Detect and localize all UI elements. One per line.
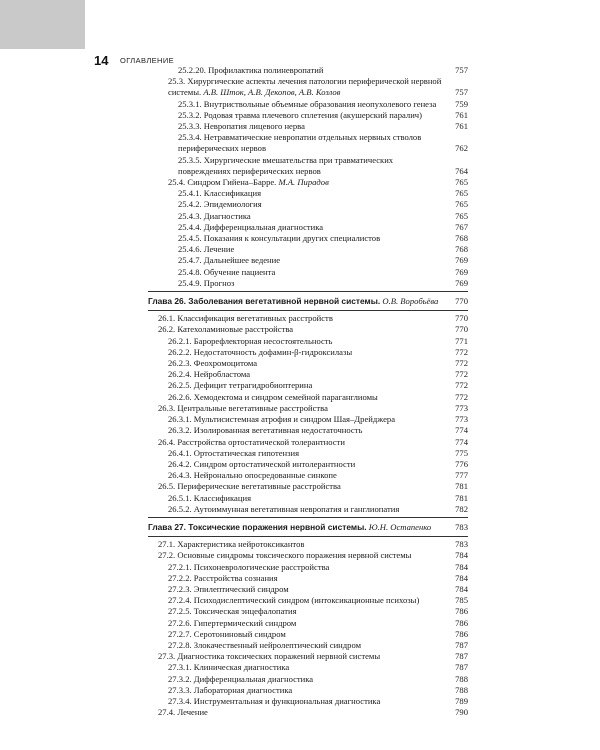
toc-entry-authors: А.В. Шток, А.В. Декопов, А.В. Козлов [203, 87, 341, 98]
toc-entry-page: 774 [455, 425, 468, 436]
toc-entry-title: 26.4.2. Синдром ортостатической интолерантности [168, 458, 356, 469]
toc-entry-title: 26.3.1. Мультисистемная атрофия и синдром Шая–Дрейджера [168, 414, 396, 425]
toc-entry-page: 765 [455, 210, 468, 221]
toc-entry-title: 26.3.2. Изолированная вегетативная недостаточность [168, 425, 363, 436]
toc-entry-label [168, 629, 468, 640]
toc-entry-page: 781 [455, 481, 468, 492]
toc-entry-title: 27.2.7. Серотониновый синдром [168, 628, 286, 639]
toc-entry[interactable] [148, 121, 468, 132]
toc-entry[interactable] [148, 651, 468, 662]
toc-entry[interactable] [148, 392, 468, 403]
chapter-divider [148, 517, 468, 518]
toc-entry-label [168, 392, 468, 403]
toc-entry[interactable] [148, 222, 468, 233]
toc-entry[interactable] [148, 470, 468, 481]
toc-entry[interactable] [148, 595, 468, 606]
toc-entry-page: 770 [455, 313, 468, 324]
toc-entry-page: 761 [455, 109, 468, 120]
toc-section-chapter-27 [148, 539, 468, 718]
toc-entry-title: 27.2.8. Злокачественный нейролептический синдром [168, 639, 362, 650]
toc-entry-title: 27.3.2. Дифференциальная диагностика [168, 673, 314, 684]
toc-entry-title: 26.5. Периферические вегетативные расстройства [158, 481, 341, 492]
toc-entry[interactable] [148, 188, 468, 199]
toc-entry-title: 25.3.5. Хирургические вмешательства при травматических повреждениях периферических нервов [178, 154, 394, 176]
toc-entry[interactable] [148, 448, 468, 459]
toc-entry-title: 27.3.1. Клиническая диагностика [168, 662, 290, 673]
toc-entry[interactable] [148, 606, 468, 617]
toc-entry-title: 26.2. Катехоламиновые расстройства [158, 324, 294, 335]
toc-entry[interactable] [148, 313, 468, 324]
toc-entry[interactable] [148, 584, 468, 595]
toc-entry[interactable] [148, 358, 468, 369]
toc-entry[interactable] [148, 707, 468, 718]
toc-entry-page: 788 [455, 684, 468, 695]
toc-entry-title: 26.3. Центральные вегетативные расстройства [158, 402, 328, 413]
toc-entry-title: 25.3.4. Нетравматические невропатии отдельных нервных стволов периферических нервов [178, 132, 422, 154]
toc-entry-label [168, 504, 468, 515]
toc-entry-page: 774 [455, 436, 468, 447]
toc-entry-title: 25.4.5. Показания к консультации других специалистов [178, 233, 381, 244]
toc-entry-label [168, 618, 468, 629]
toc-entry-page: 787 [455, 662, 468, 673]
toc-entry[interactable] [148, 244, 468, 255]
chapter-divider [148, 291, 468, 292]
toc-entry-label [158, 313, 468, 324]
toc-entry-page: 770 [455, 324, 468, 335]
toc-entry-title: 26.2.5. Дефицит тетрагидробиоптерина [168, 380, 313, 391]
toc-entry-page: 771 [455, 335, 468, 346]
toc-entry-label [168, 674, 468, 685]
toc-entry[interactable] [148, 233, 468, 244]
toc-entry-label [168, 562, 468, 573]
toc-entry[interactable] [148, 99, 468, 110]
toc-entry-page: 776 [455, 458, 468, 469]
toc-entry-label [168, 696, 468, 707]
toc-entry-title: 27.3.3. Лабораторная диагностика [168, 684, 293, 695]
toc-entry-label [178, 222, 468, 233]
toc-entry-label [178, 244, 468, 255]
toc-entry[interactable] [148, 347, 468, 358]
toc-entry-page: 764 [455, 165, 468, 176]
toc-entry-title: 26.2.4. Нейробластома [168, 369, 251, 380]
toc-entry[interactable] [148, 629, 468, 640]
table-of-contents [148, 65, 468, 718]
toc-entry-page: 762 [455, 143, 468, 154]
toc-entry-page: 768 [455, 233, 468, 244]
toc-entry[interactable] [148, 539, 468, 550]
toc-section-chapter-25-tail [148, 65, 468, 289]
toc-entry-label [178, 99, 468, 110]
toc-entry[interactable] [148, 618, 468, 629]
toc-entry[interactable] [148, 550, 468, 561]
toc-entry-page: 773 [455, 414, 468, 425]
toc-entry-page: 773 [455, 402, 468, 413]
toc-entry-label [168, 358, 468, 369]
toc-entry[interactable] [148, 562, 468, 573]
toc-entry-page: 775 [455, 447, 468, 458]
toc-entry-label [178, 211, 468, 222]
toc-entry-page: 765 [455, 188, 468, 199]
toc-entry-page: 788 [455, 673, 468, 684]
toc-entry-label [168, 493, 468, 504]
toc-entry-label [178, 65, 468, 76]
toc-entry-title: 25.4.6. Лечение [178, 244, 235, 255]
toc-entry-title: 25.4.2. Эпидемиология [178, 199, 262, 210]
toc-entry-title: 27.2.6. Гипертермический синдром [168, 617, 297, 628]
toc-entry-page: 757 [455, 87, 468, 98]
toc-entry-title: 27.3.4. Инструментальная и функциональная диагностика [168, 695, 381, 706]
toc-entry[interactable] [148, 481, 468, 492]
toc-entry-page: 761 [455, 121, 468, 132]
toc-entry-title: 26.2.6. Хемодектома и синдром семейной параганглиомы [168, 391, 378, 402]
toc-entry-page: 787 [455, 651, 468, 662]
toc-entry-page: 786 [455, 606, 468, 617]
toc-entry-label [168, 369, 468, 380]
toc-entry-title: 25.3. Хирургические аспекты лечения патологии периферической нервной системы. [168, 76, 442, 98]
toc-entry[interactable] [148, 199, 468, 210]
toc-entry-label [158, 481, 468, 492]
toc-entry-title: 26.5.1. Классификация [168, 492, 252, 503]
toc-entry-page: 769 [455, 255, 468, 266]
toc-entry-page: 757 [455, 65, 468, 75]
toc-entry[interactable] [148, 255, 468, 266]
toc-entry-page: 784 [455, 572, 468, 583]
toc-entry-title: 25.4.3. Диагностика [178, 210, 251, 221]
page-edge-tab [0, 0, 85, 49]
toc-entry-page: 787 [455, 639, 468, 650]
chapter-divider [148, 310, 468, 311]
toc-entry-label [168, 584, 468, 595]
toc-entry-title: 25.3.3. Невропатия лицевого нерва [178, 121, 305, 132]
toc-entry-title: 27.2.4. Психодислептический синдром (интоксикационные психозы) [168, 595, 420, 606]
toc-entry-page: 772 [455, 380, 468, 391]
toc-entry-title: 26.4. Расстройства ортостатической толерантности [158, 436, 345, 447]
toc-entry-page: 765 [455, 199, 468, 210]
toc-entry-title: 27.1. Характеристика нейротоксикантов [158, 539, 305, 550]
toc-entry-label [158, 324, 468, 335]
toc-entry[interactable] [148, 177, 468, 188]
toc-entry-label [168, 459, 468, 470]
toc-entry-page: 790 [455, 707, 468, 718]
chapter-page: 783 [455, 521, 468, 532]
chapter-page: 770 [455, 296, 468, 307]
toc-entry[interactable] [148, 211, 468, 222]
toc-entry-label [178, 110, 468, 121]
chapter-author: Ю.Н. Остапенко [368, 521, 432, 532]
toc-entry-label [168, 347, 468, 358]
toc-entry[interactable] [148, 380, 468, 391]
toc-entry-title: 25.4.1. Классификация [178, 188, 262, 199]
toc-entry-title: 27.3. Диагностика токсических поражений нервной системы [158, 651, 381, 662]
toc-entry-title: 25.2.20. Профилактика полиневропатий [178, 65, 324, 75]
toc-entry-title: 26.2.2. Недостаточность дофамин-β-гидроксилазы [168, 346, 353, 357]
toc-entry-label [168, 685, 468, 696]
toc-entry-label [168, 177, 468, 188]
toc-entry-title: 27.4. Лечение [158, 707, 208, 718]
toc-entry-title: 25.3.1. Внутриствольные объемные образования неопухолевого генеза [178, 98, 437, 109]
toc-entry-title: 25.4.8. Обучение пациента [178, 266, 276, 277]
toc-entry-label [168, 425, 468, 436]
toc-entry-label [168, 640, 468, 651]
toc-chapter-26[interactable] [148, 296, 468, 307]
toc-entry[interactable] [148, 278, 468, 289]
toc-entry-page: 765 [455, 177, 468, 188]
toc-entry-label [168, 380, 468, 391]
toc-entry-label [178, 267, 468, 278]
toc-entry[interactable] [148, 459, 468, 470]
toc-entry[interactable] [148, 324, 468, 335]
toc-entry-label [178, 155, 468, 177]
toc-entry-label [178, 132, 468, 154]
toc-entry-page: 783 [455, 539, 468, 550]
toc-entry-title: 25.4. Синдром Гийена–Барре. [168, 177, 277, 188]
toc-entry-title: 26.2.1. Барорефлекторная несостоятельность [168, 335, 333, 346]
toc-entry[interactable] [148, 155, 468, 177]
toc-entry-title: 25.4.4. Дифференциальная диагностика [178, 221, 324, 232]
toc-entry-page: 786 [455, 617, 468, 628]
running-head: ОГЛАВЛЕНИЕ [120, 56, 175, 65]
toc-entry-authors: М.А. Пирадов [278, 177, 329, 188]
toc-entry-page: 769 [455, 266, 468, 277]
toc-entry[interactable] [148, 110, 468, 121]
toc-entry-label [168, 336, 468, 347]
toc-entry-title: 27.2.5. Токсическая энцефалопатия [168, 606, 297, 617]
toc-entry-page: 782 [455, 503, 468, 514]
toc-chapter-27[interactable] [148, 522, 468, 533]
toc-entry-label [158, 539, 468, 550]
toc-entry-label [178, 255, 468, 266]
toc-entry-page: 786 [455, 628, 468, 639]
chapter-title: Глава 26. Заболевания вегетативной нервной системы. [148, 296, 381, 307]
toc-entry-title: 25.4.9. Прогноз [178, 277, 235, 288]
toc-entry[interactable] [148, 76, 468, 98]
toc-entry-page: 785 [455, 595, 468, 606]
toc-entry-label [168, 606, 468, 617]
toc-entry-title: 26.5.2. Аутоиммунная вегетативная невропатия и ганглиопатия [168, 503, 400, 514]
toc-entry-title: 26.4.1. Ортостатическая гипотензия [168, 447, 300, 458]
toc-entry-title: 27.2. Основные синдромы токсического поражения нервной системы [158, 550, 412, 561]
toc-entry-label [168, 76, 468, 98]
toc-entry[interactable] [148, 132, 468, 154]
toc-entry-label [158, 550, 468, 561]
toc-entry-label [178, 199, 468, 210]
toc-entry-label [168, 595, 468, 606]
toc-entry-title: 26.4.3. Нейронально опосредованные синкопе [168, 470, 337, 481]
toc-entry-page: 759 [455, 98, 468, 109]
toc-entry-page: 772 [455, 346, 468, 357]
toc-entry-title: 27.2.2. Расстройства сознания [168, 572, 278, 583]
toc-entry[interactable] [148, 696, 468, 707]
toc-entry-label [178, 233, 468, 244]
toc-section-chapter-26 [148, 313, 468, 515]
toc-entry-title: 25.4.7. Дальнейшее ведение [178, 255, 281, 266]
toc-entry[interactable] [148, 504, 468, 515]
toc-entry[interactable] [148, 437, 468, 448]
toc-entry-page: 768 [455, 244, 468, 255]
toc-entry-title: 27.2.3. Эпилептический синдром [168, 583, 289, 594]
toc-entry[interactable] [148, 640, 468, 651]
toc-entry-page: 772 [455, 391, 468, 402]
toc-entry[interactable] [148, 336, 468, 347]
toc-entry-page: 772 [455, 369, 468, 380]
toc-entry-page: 781 [455, 492, 468, 503]
toc-entry-title: 27.2.1. Психоневрологические расстройства [168, 561, 330, 572]
toc-entry-label [178, 121, 468, 132]
toc-entry[interactable] [148, 674, 468, 685]
toc-entry[interactable] [148, 662, 468, 673]
toc-entry-label [168, 662, 468, 673]
toc-entry-label [168, 448, 468, 459]
toc-entry-page: 784 [455, 561, 468, 572]
toc-entry[interactable] [148, 414, 468, 425]
toc-entry-label [168, 414, 468, 425]
toc-entry-page: 769 [455, 277, 468, 288]
toc-entry[interactable] [148, 369, 468, 380]
toc-entry-page: 767 [455, 221, 468, 232]
chapter-author: О.В. Воробьёва [382, 296, 439, 307]
toc-entry[interactable] [148, 403, 468, 414]
toc-entry[interactable] [148, 573, 468, 584]
toc-entry[interactable] [148, 425, 468, 436]
toc-entry-page: 772 [455, 358, 468, 369]
toc-entry-label [178, 278, 468, 289]
toc-entry-title: 26.2.3. Феохромоцитома [168, 358, 258, 369]
toc-entry-page: 784 [455, 583, 468, 594]
toc-entry-label [158, 403, 468, 414]
toc-entry[interactable] [148, 493, 468, 504]
toc-entry-label [178, 188, 468, 199]
toc-entry-label [168, 573, 468, 584]
toc-entry-label [168, 470, 468, 481]
toc-entry-page: 789 [455, 695, 468, 706]
toc-entry-label [158, 707, 468, 718]
toc-entry[interactable] [148, 65, 468, 76]
toc-entry-title: 26.1. Классификация вегетативных расстройств [158, 313, 333, 324]
page-number: 14 [94, 53, 109, 68]
chapter-divider [148, 536, 468, 537]
toc-entry-title: 25.3.2. Родовая травма плечевого сплетения (акушерский паралич) [178, 109, 422, 120]
toc-entry[interactable] [148, 267, 468, 278]
toc-entry[interactable] [148, 685, 468, 696]
toc-entry-label [158, 437, 468, 448]
toc-entry-page: 777 [455, 470, 468, 481]
toc-entry-page: 784 [455, 550, 468, 561]
toc-entry-label [158, 651, 468, 662]
chapter-title: Глава 27. Токсические поражения нервной системы. [148, 521, 367, 532]
